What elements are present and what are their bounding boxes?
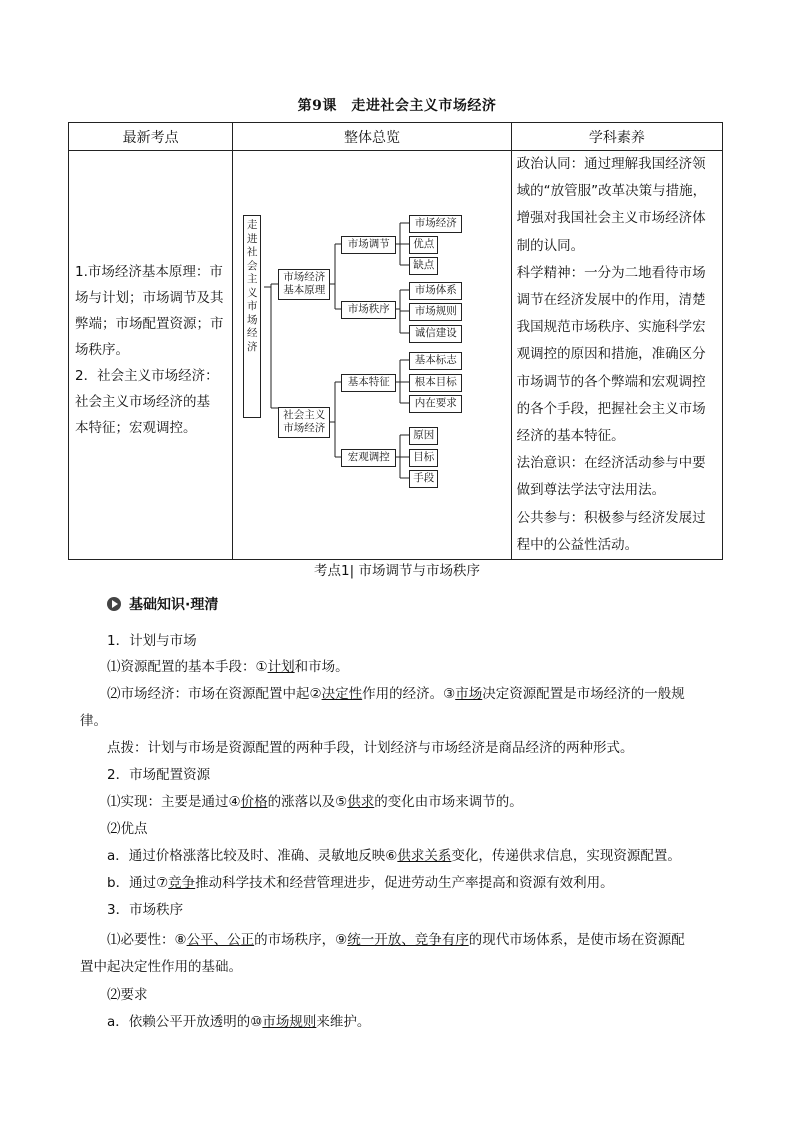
- paragraph: ⑵市场经济：市场在资源配置中起②决定性作用的经济。③市场决定资源配置是市场经济的一般规: [107, 686, 685, 702]
- paragraph: 2．市场配置资源: [107, 767, 211, 783]
- diagram-leaf-means: 手段: [409, 470, 438, 488]
- tip-paragraph: 点拨：计划与市场是资源配置的两种手段，计划经济与市场经济是商品经济的两种形式。: [107, 740, 634, 756]
- diagram-leaf-reason: 原因: [409, 427, 438, 445]
- diagram-root-box: 走进社会主义市场经济: [243, 215, 261, 418]
- paragraph: 置中起决定性作用的基础。: [80, 959, 242, 975]
- blank-answer: 市场规则: [262, 1014, 317, 1030]
- literacy-line: 调节在经济发展中的作用，清楚: [516, 292, 706, 309]
- diagram-connectors: [233, 151, 511, 558]
- literacy-line: 程中的公益性活动。: [516, 536, 639, 553]
- play-circle-icon: [107, 597, 121, 611]
- latest-point-line: 本特征；宏观调控。: [75, 420, 197, 436]
- header-literacy: 学科素养: [511, 123, 722, 151]
- diagram-node-socialist-market: 社会主义市场经济: [278, 407, 330, 438]
- diagram-leaf-advantages: 优点: [409, 236, 438, 254]
- header-overview: 整体总览: [233, 123, 511, 151]
- blank-answer: 计划: [267, 659, 295, 675]
- literacy-cell: [511, 151, 722, 560]
- lesson-title: 第9课 走进社会主义市场经济: [297, 98, 497, 114]
- blank-answer: 市场: [455, 686, 483, 702]
- literacy-line: 政治认同：通过理解我国经济领: [516, 156, 706, 172]
- literacy-line: 科学精神：一分为二地看待市场: [516, 264, 706, 281]
- paragraph: 3．市场秩序: [107, 902, 184, 918]
- paragraph: a．依赖公平开放透明的⑩市场规则来维护。: [107, 1014, 371, 1030]
- diagram-leaf-market-economy: 市场经济: [409, 215, 462, 233]
- latest-point-line: 1.市场经济基本原理：市: [75, 264, 223, 280]
- blank-answer: 统一开放、竞争有序: [347, 932, 469, 948]
- latest-point-line: 场与计划；市场调节及其: [75, 290, 224, 306]
- paragraph: ⑴实现：主要是通过④价格的涨落以及⑤供求的变化由市场来调节的。: [107, 794, 523, 810]
- diagram-node-market-regulation: 市场调节: [341, 236, 396, 254]
- literacy-line: 法治意识：在经济活动参与中要: [516, 455, 706, 472]
- diagram-leaf-disadvantages: 缺点: [409, 257, 438, 275]
- latest-point-line: 场秩序。: [75, 342, 129, 358]
- paragraph: ⑴资源配置的基本手段：①计划和市场。: [107, 659, 349, 675]
- paragraph: ⑵要求: [107, 987, 148, 1003]
- header-latest-points: 最新考点: [69, 123, 233, 151]
- literacy-line: 的各个手段，把握社会主义市场: [516, 400, 706, 417]
- diagram-leaf-basic-sign: 基本标志: [409, 352, 462, 370]
- latest-points-cell: [69, 151, 233, 560]
- diagram-leaf-inherent-requirement: 内在要求: [409, 395, 462, 413]
- blank-answer: 供求关系: [397, 848, 452, 864]
- literacy-line: 市场调节的各个弊端和宏观调控: [516, 373, 706, 390]
- literacy-line: 增强对我国社会主义市场经济体: [516, 210, 706, 227]
- latest-point-line: 社会主义市场经济的基: [75, 394, 210, 410]
- diagram-leaf-market-system: 市场体系: [409, 282, 462, 300]
- diagram-leaf-goal: 目标: [409, 449, 438, 467]
- section-title: 基础知识·理清: [129, 597, 219, 613]
- diagram-leaf-market-rules: 市场规则: [409, 303, 462, 321]
- diagram-node-market-order: 市场秩序: [341, 301, 396, 319]
- paragraph: ⑵优点: [107, 821, 148, 837]
- blank-answer: 决定性: [321, 686, 363, 702]
- blank-answer: 供求: [347, 794, 375, 810]
- literacy-line: 观调控的原因和措施，准确区分: [516, 346, 706, 363]
- concept-diagram: [233, 151, 511, 558]
- paragraph: 律。: [80, 713, 107, 729]
- diagram-leaf-credit-building: 诚信建设: [409, 325, 462, 343]
- blank-answer: 竞争: [168, 875, 196, 891]
- literacy-line: 域的“放管服”改革决策与措施，: [516, 183, 707, 200]
- blank-answer: 公平、公正: [186, 932, 255, 948]
- latest-point-line: 弊端；市场配置资源；市: [75, 316, 224, 332]
- paragraph: 1．计划与市场: [107, 633, 197, 649]
- literacy-line: 制的认同。: [516, 237, 585, 254]
- diagram-node-macro-control: 宏观调控: [341, 449, 396, 467]
- overview-table: [68, 122, 723, 560]
- latest-point-line: 2．社会主义市场经济：: [75, 368, 219, 384]
- overview-cell: [233, 151, 511, 560]
- literacy-line: 我国规范市场秩序、实施科学宏: [516, 319, 706, 336]
- literacy-line: 经济的基本特征。: [516, 428, 625, 445]
- paragraph: b．通过⑦竞争推动科学技术和经营管理进步，促进劳动生产率提高和资源有效利用。: [107, 875, 614, 891]
- kaodian-title: 考点1| 市场调节与市场秩序: [314, 563, 480, 579]
- paragraph: a．通过价格涨落比较及时、准确、灵敏地反映⑥供求关系变化，传递供求信息，实现资源配置。: [107, 848, 681, 864]
- literacy-line: 公共参与：积极参与经济发展过: [516, 509, 706, 526]
- paragraph: ⑴必要性：⑧公平、公正的市场秩序，⑨统一开放、竞争有序的现代市场体系，是使市场在资源配: [107, 932, 685, 948]
- section-heading: [107, 594, 218, 614]
- diagram-node-market-principles: 市场经济基本原理: [278, 269, 330, 300]
- diagram-node-basic-features: 基本特征: [341, 374, 396, 392]
- diagram-leaf-fundamental-goal: 根本目标: [409, 374, 462, 392]
- literacy-line: 做到尊法学法守法用法。: [516, 482, 666, 499]
- blank-answer: 价格: [240, 794, 268, 810]
